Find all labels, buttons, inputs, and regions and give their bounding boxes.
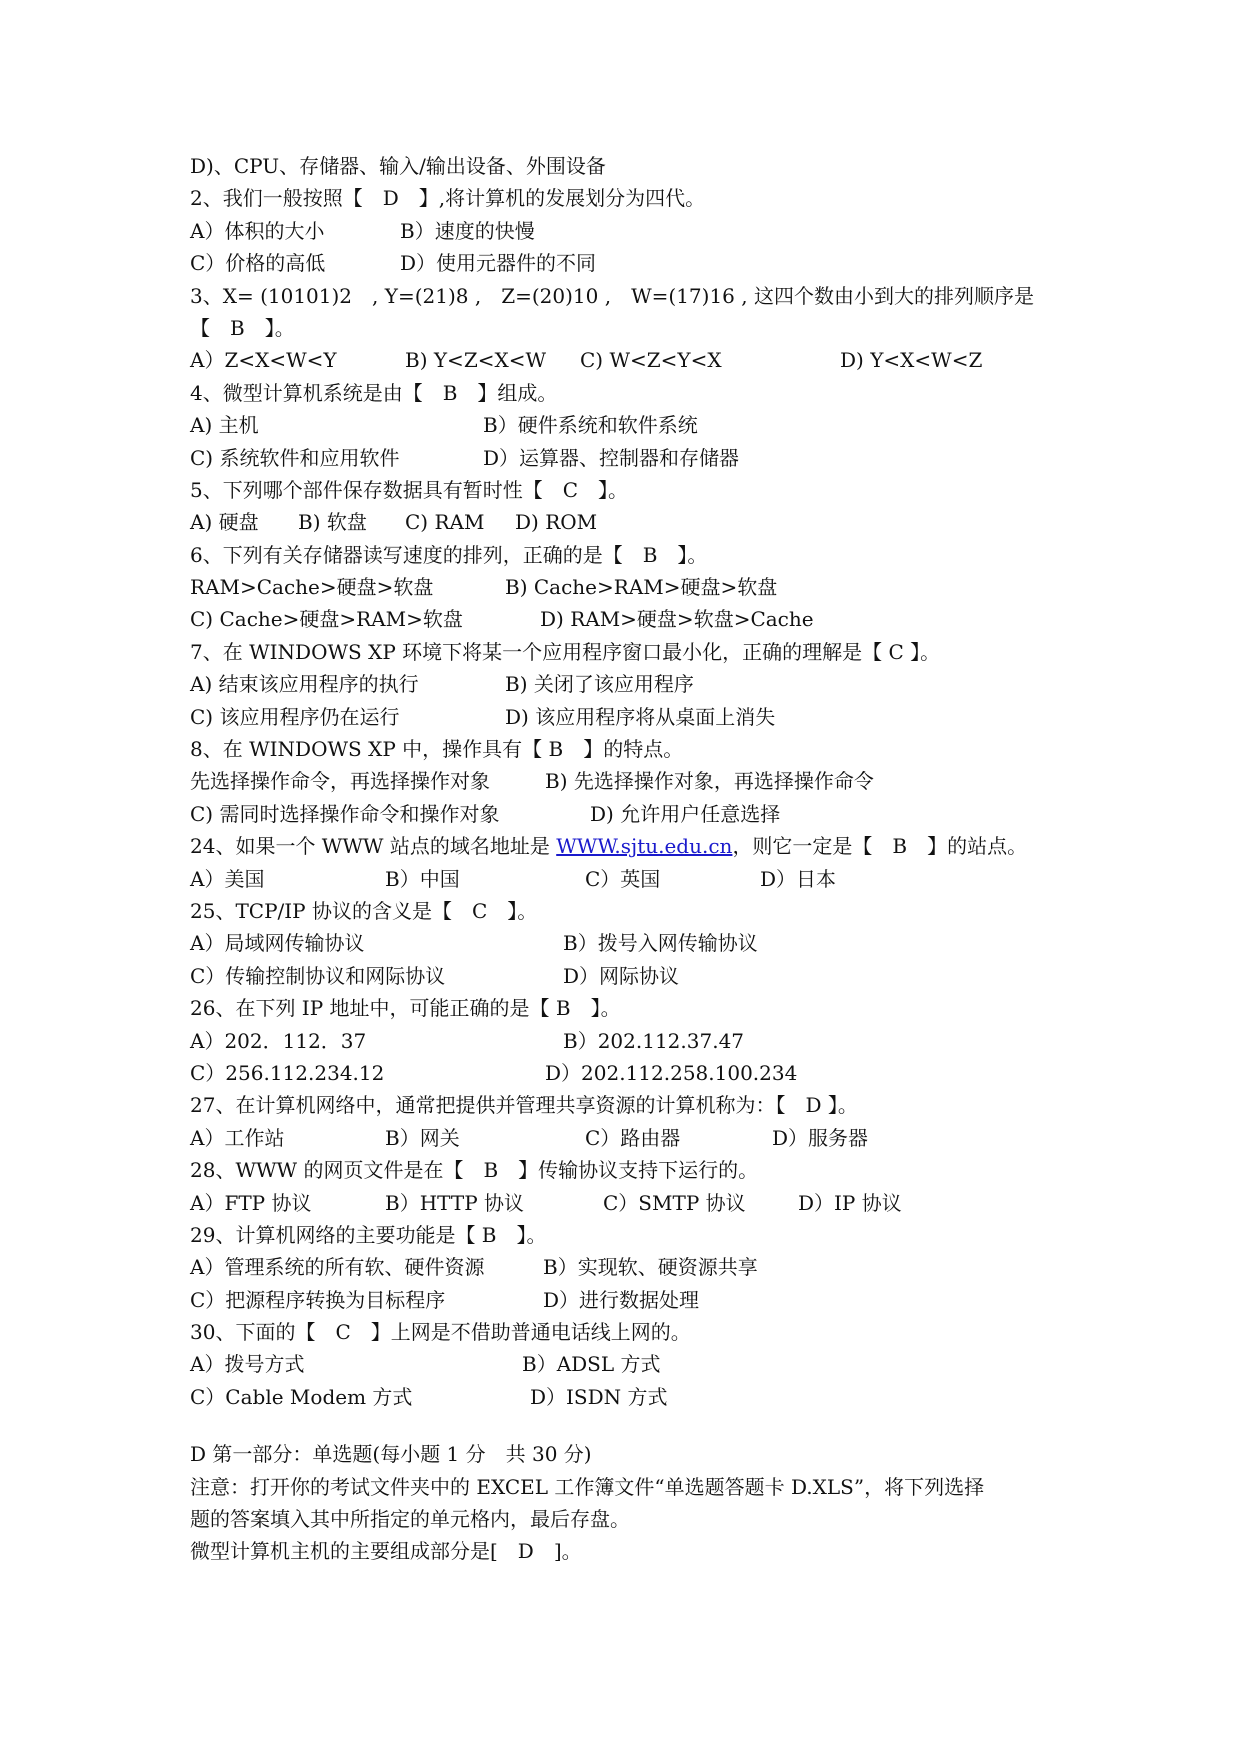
option-d: D）进行数据处理	[543, 1287, 700, 1312]
options-row	[190, 863, 1070, 895]
option-a: RAM>Cache>硬盘>软盘	[190, 575, 434, 600]
options-row	[190, 571, 1070, 603]
question-text: 微型计算机主机的主要组成部分是[ D ]。	[190, 1539, 582, 1564]
question-text: 30、下面的【 C 】上网是不借助普通电话线上网的。	[190, 1320, 691, 1345]
blank-line	[190, 1413, 1070, 1438]
options-row	[190, 1057, 1070, 1089]
option-c: C) RAM	[405, 510, 485, 535]
question-27	[190, 1089, 1070, 1121]
document-body	[190, 150, 1070, 1568]
option-c: C) W<Z<Y<X	[580, 348, 722, 373]
options-row	[190, 1381, 1070, 1413]
option-a: A）拨号方式	[190, 1352, 305, 1377]
option-c: C）256.112.234.12	[190, 1060, 385, 1085]
question-text: 6、下列有关存储器读写速度的排列，正确的是【 B 】。	[190, 542, 708, 567]
options-row	[190, 1284, 1070, 1316]
question-4	[190, 377, 1070, 409]
question-text: 26、在下列 IP 地址中，可能正确的是【 B 】。	[190, 996, 621, 1021]
option-c: C) 该应用程序仍在运行	[190, 704, 400, 729]
option-b: B) 先选择操作对象，再选择操作命令	[545, 769, 874, 794]
option-a: A）工作站	[190, 1125, 285, 1150]
options-row	[190, 1251, 1070, 1283]
question-text: 2、我们一般按照【 D 】,将计算机的发展划分为四代。	[190, 186, 706, 211]
question-text: 5、下列哪个部件保存数据具有暂时性【 C 】。	[190, 477, 629, 502]
option-b: B）速度的快慢	[400, 218, 535, 243]
instruction-text: 注意：打开你的考试文件夹中的 EXCEL 工作簿文件“单选题答题卡 D.XLS”，将下列选择	[190, 1474, 985, 1499]
option-b: B）实现软、硬资源共享	[543, 1255, 758, 1280]
option-b: B) 关闭了该应用程序	[505, 672, 694, 697]
option-a: 先选择操作命令，再选择操作对象	[190, 769, 490, 794]
question-text: 4、微型计算机系统是由【 B 】组成。	[190, 380, 558, 405]
domain-link[interactable]: WWW.sjtu.edu.cn	[556, 834, 733, 859]
option-d: D）网际协议	[563, 963, 680, 988]
instruction-line	[190, 1471, 1070, 1503]
options-row	[190, 247, 1070, 279]
option-b: B）202.112.37.47	[563, 1028, 745, 1053]
section-heading	[190, 1438, 1070, 1470]
options-row	[190, 701, 1070, 733]
question-5	[190, 474, 1070, 506]
question-text: 27、在计算机网络中，通常把提供并管理共享资源的计算机称为：【 D 】。	[190, 1093, 858, 1118]
question-text: 25、TCP/IP 协议的含义是【 C 】。	[190, 898, 538, 923]
question-3-answer	[190, 312, 1070, 344]
option-d: D）服务器	[772, 1125, 869, 1150]
question-26	[190, 992, 1070, 1024]
option-d: D) ROM	[515, 510, 598, 535]
option-b: B）HTTP 协议	[385, 1190, 525, 1215]
option-d: D）使用元器件的不同	[400, 251, 597, 276]
question-30	[190, 1316, 1070, 1348]
option-d: D) RAM>硬盘>软盘>Cache	[540, 607, 814, 632]
options-row	[190, 603, 1070, 635]
option-b: B) Y<Z<X<W	[405, 348, 547, 373]
instruction-line	[190, 1503, 1070, 1535]
option-c: C）英国	[585, 866, 661, 891]
option-b: B）ADSL 方式	[522, 1352, 661, 1377]
option-a: A）美国	[190, 866, 265, 891]
question-24	[190, 830, 1070, 862]
option-a: A) 硬盘	[190, 510, 259, 535]
option-c: C）Cable Modem 方式	[190, 1384, 413, 1409]
question-6	[190, 539, 1070, 571]
option-a: A）Z<X<W<Y	[190, 348, 337, 373]
question-3	[190, 280, 1070, 312]
question-text: 7、在 WINDOWS XP 环境下将某一个应用程序窗口最小化，正确的理解是【 C 】。	[190, 639, 941, 664]
heading-text: D 第一部分：单选题(每小题 1 分 共 30 分)	[190, 1442, 592, 1467]
question-8	[190, 733, 1070, 765]
option-b: B）硬件系统和软件系统	[483, 413, 698, 438]
option-a: A) 结束该应用程序的执行	[190, 672, 419, 697]
option-d: D) Y<X<W<Z	[840, 348, 983, 373]
options-row	[190, 1187, 1070, 1219]
options-row	[190, 506, 1070, 538]
options-row	[190, 1348, 1070, 1380]
options-row	[190, 960, 1070, 992]
question-text: 24、如果一个 WWW 站点的域名地址是 WWW.sjtu.edu.cn，则它一定是【 B 】的站点。	[190, 834, 1028, 859]
option-b: B）拨号入网传输协议	[563, 931, 758, 956]
option-c: C) 系统软件和应用软件	[190, 445, 400, 470]
option-b: B) 软盘	[298, 510, 367, 535]
options-row	[190, 1025, 1070, 1057]
question-text: 8、在 WINDOWS XP 中，操作具有【 B 】的特点。	[190, 737, 684, 762]
option-c: C）价格的高低	[190, 251, 326, 276]
question-1	[190, 1535, 1070, 1567]
option-d: D）202.112.258.100.234	[545, 1060, 798, 1085]
options-row	[190, 442, 1070, 474]
options-row	[190, 409, 1070, 441]
options-row	[190, 344, 1070, 376]
option-a: A）管理系统的所有软、硬件资源	[190, 1255, 485, 1280]
question-29	[190, 1219, 1070, 1251]
question-text: 29、计算机网络的主要功能是【 B 】。	[190, 1222, 547, 1247]
option-a: A) 主机	[190, 413, 259, 438]
line-text: D)、CPU、存储器、输入/输出设备、外围设备	[190, 154, 606, 178]
instruction-text: 题的答案填入其中所指定的单元格内，最后存盘。	[190, 1507, 630, 1532]
option-d: D）ISDN 方式	[530, 1384, 668, 1409]
question-text: 【 B 】。	[190, 315, 295, 340]
question-text: 28、WWW 的网页文件是在【 B 】传输协议支持下运行的。	[190, 1158, 759, 1183]
option-a: A）局域网传输协议	[190, 931, 365, 956]
option-b: B）网关	[385, 1125, 460, 1150]
question-text: 3、X= (10101)2 , Y=(21)8 , Z=(20)10 , W=(17)16 , 这四个数由小到大的排列顺序是	[190, 283, 1034, 308]
options-row	[190, 927, 1070, 959]
option-d: D) 该应用程序将从桌面上消失	[505, 704, 776, 729]
question-7	[190, 636, 1070, 668]
option-c: C）路由器	[585, 1125, 681, 1150]
option-a: A）FTP 协议	[190, 1190, 312, 1215]
options-row	[190, 215, 1070, 247]
options-row	[190, 668, 1070, 700]
option-d: D）日本	[760, 866, 837, 891]
text-line	[190, 150, 1070, 182]
question-2	[190, 182, 1070, 214]
options-row	[190, 798, 1070, 830]
option-b: B) Cache>RAM>硬盘>软盘	[505, 575, 778, 600]
option-d: D）IP 协议	[798, 1190, 902, 1215]
option-c: C）传输控制协议和网际协议	[190, 963, 446, 988]
option-c: C) 需同时选择操作命令和操作对象	[190, 801, 500, 826]
question-25	[190, 895, 1070, 927]
options-row	[190, 765, 1070, 797]
options-row	[190, 1122, 1070, 1154]
option-c: C) Cache>硬盘>RAM>软盘	[190, 607, 463, 632]
option-d: D) 允许用户任意选择	[590, 801, 781, 826]
option-c: C）SMTP 协议	[603, 1190, 746, 1215]
option-a: A）202．112．37	[190, 1028, 367, 1053]
option-b: B）中国	[385, 866, 460, 891]
option-d: D）运算器、控制器和存储器	[483, 445, 740, 470]
option-c: C）把源程序转换为目标程序	[190, 1287, 446, 1312]
option-a: A）体积的大小	[190, 218, 325, 243]
question-28	[190, 1154, 1070, 1186]
